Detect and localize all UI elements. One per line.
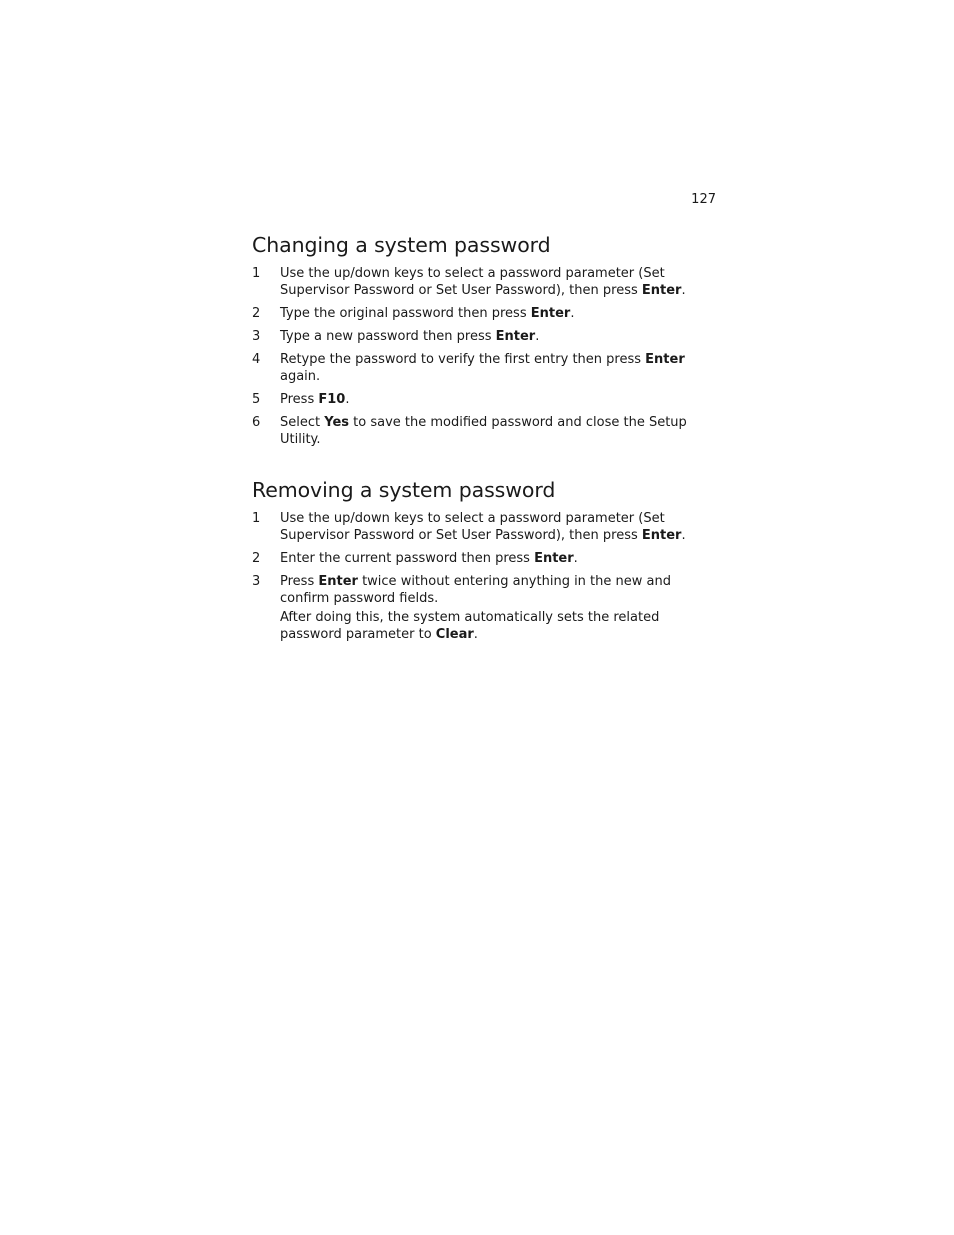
page-number: 127 bbox=[691, 192, 716, 207]
step-text: Enter the current password then press Enter. bbox=[280, 551, 578, 566]
list-item bbox=[252, 510, 702, 544]
list-item bbox=[252, 391, 702, 408]
step-number: 1 bbox=[252, 266, 261, 281]
steps-list bbox=[252, 265, 702, 448]
list-item bbox=[252, 351, 702, 385]
step-number: 1 bbox=[252, 511, 261, 526]
step-text: Use the up/down keys to select a password parameter (Set Supervisor Password or Set User Password), then press Enter. bbox=[280, 511, 686, 543]
step-number: 5 bbox=[252, 392, 261, 407]
list-item bbox=[252, 550, 702, 567]
step-number: 4 bbox=[252, 352, 261, 367]
step-text: Press F10. bbox=[280, 392, 350, 407]
step-text: Press Enter twice without entering anything in the new and confirm password fields. After doing this, the system automatically sets the related password parameter to Clear. bbox=[280, 573, 702, 643]
steps-list bbox=[252, 510, 702, 643]
step-number: 2 bbox=[252, 551, 261, 566]
list-item bbox=[252, 414, 702, 448]
list-item bbox=[252, 305, 702, 322]
section-title: Changing a system password bbox=[252, 233, 551, 257]
step-number: 6 bbox=[252, 415, 261, 430]
step-number: 2 bbox=[252, 306, 261, 321]
list-item bbox=[252, 328, 702, 345]
step-text: Type the original password then press Enter. bbox=[280, 306, 575, 321]
list-item bbox=[252, 573, 702, 643]
step-text: Retype the password to verify the first entry then press Enter again. bbox=[280, 352, 685, 384]
step-number: 3 bbox=[252, 574, 261, 589]
step-text: Select Yes to save the modified password and close the Setup Utility. bbox=[280, 415, 687, 447]
list-item bbox=[252, 265, 702, 299]
step-text: Type a new password then press Enter. bbox=[280, 329, 540, 344]
step-number: 3 bbox=[252, 329, 261, 344]
section-changing-password bbox=[252, 231, 702, 454]
step-note: After doing this, the system automatically sets the related password parameter to Clear. bbox=[280, 610, 660, 642]
step-text: Use the up/down keys to select a password parameter (Set Supervisor Password or Set User Password), then press Enter. bbox=[280, 266, 686, 298]
section-removing-password bbox=[252, 476, 702, 649]
section-title: Removing a system password bbox=[252, 478, 556, 502]
